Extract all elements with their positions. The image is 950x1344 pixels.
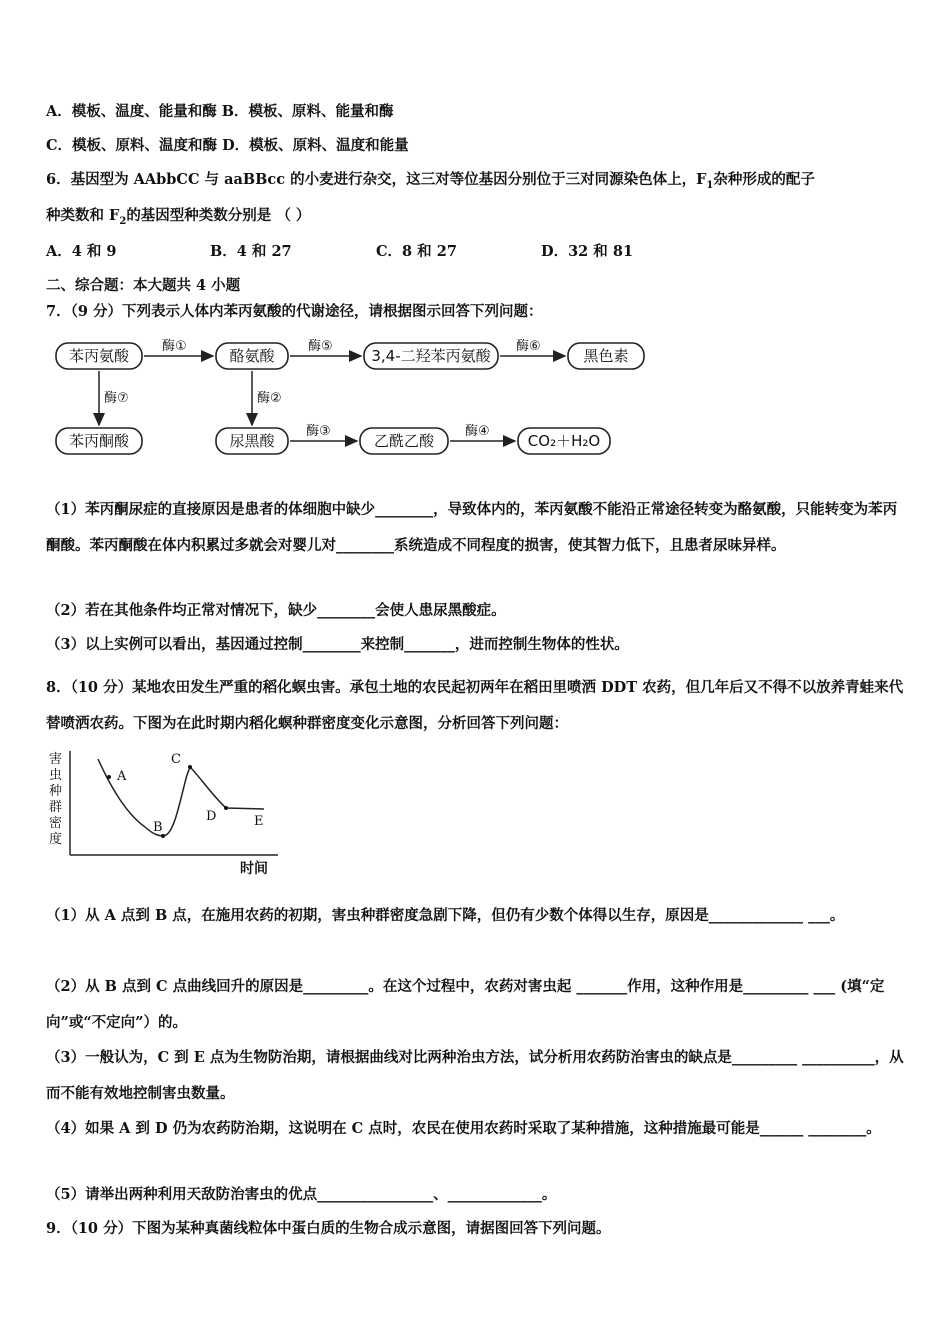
point-a	[107, 775, 111, 779]
point-a-label: A	[117, 769, 127, 784]
enzyme-7-label: 酶⑦	[104, 391, 129, 406]
box-melanin-label: 黑色素	[583, 347, 629, 365]
section-heading: 二、综合题：本大题共 4 小题	[46, 277, 241, 294]
box-acetoacetic-acid-label: 乙酰乙酸	[373, 432, 435, 450]
point-d-label: D	[206, 809, 217, 824]
graph-ylabel-char-3: 种	[49, 784, 63, 799]
graph-ylabel-char-6: 度	[49, 832, 63, 847]
q5-option-line-2: C．模板、原料、温度和酶 D．模板、原料、温度和能量	[46, 137, 409, 154]
enzyme-5-label: 酶⑤	[308, 339, 333, 354]
enzyme-4-label: 酶④	[465, 424, 490, 439]
graph-ylabel-char-4: 群	[49, 800, 63, 815]
q5-option-line-1: A．模板、温度、能量和酶 B．模板、原料、能量和酶	[46, 103, 394, 120]
box-co2-h2o-label: CO₂＋H₂O	[527, 432, 601, 450]
point-c-label: C	[171, 752, 181, 767]
q9-stem: 9．（10 分）下图为某种真菌线粒体中蛋白质的生物合成示意图，请据图回答下列问题。	[46, 1220, 611, 1237]
q8-part-1: （1）从 A 点到 B 点，在施用农药的初期，害虫种群密度急剧下降，但仍有少数个体得以生存，原因是_____________ ___。	[46, 907, 845, 924]
q7-stem: 7．（9 分）下列表示人体内苯丙氨酸的代谢途径，请根据图示回答下列问题：	[46, 303, 543, 320]
point-b-label: B	[153, 820, 163, 835]
q7-part-2: （2）若在其他条件均正常对情况下，缺少________会使人患尿黑酸症。	[46, 602, 506, 619]
q8-part-2: （2）从 B 点到 C 点曲线回升的原因是_________。在这个过程中，农药对害虫起 _______作用，这种作用是_________ ___ (填“定向”或“不定向”）的。	[46, 978, 885, 1031]
point-d	[224, 806, 228, 810]
population-density-graph	[40, 745, 290, 880]
graph-xlabel: 时间	[240, 861, 268, 877]
graph-ylabel-char-2: 虫	[49, 768, 63, 783]
q8-stem: 8．（10 分）某地农田发生严重的稻化螟虫害。承包土地的农民起初两年在稻田里喷洒 DDT 农药，但几年后又不得不以放养青蛙来代替喷洒农药。下图为在此时期内稻化螟种群密度变化示意图，分析回答下列问题：	[46, 679, 904, 732]
q6-option-b: B．4 和 27	[210, 243, 292, 260]
enzyme-2-label: 酶②	[257, 391, 282, 406]
q6-stem-line-2: 种类数和 $F_2$的基因型种类数分别是 （ ）	[46, 207, 311, 227]
box-tyrosine-label: 酪氨酸	[229, 347, 275, 365]
q8-part-4: （4）如果 A 到 D 仍为农药防治期，这说明在 C 点时，农民在使用农药时采取了某种措施，这种措施最可能是______ ________。	[46, 1120, 881, 1137]
q6-option-d: D．32 和 81	[541, 243, 634, 260]
point-c	[188, 765, 192, 769]
box-phenylalanine-label: 苯丙氨酸	[68, 347, 130, 365]
box-phenylpyruvate-label: 苯丙酮酸	[68, 432, 130, 450]
point-e-label: E	[254, 814, 264, 829]
q7-part-1: （1）苯丙酮尿症的直接原因是患者的体细胞中缺少________，导致体内的，苯丙氨酸不能沿正常途径转变为酪氨酸，只能转变为苯丙酮酸。苯丙酮酸在体内积累过多就会对婴儿对________系统造成不同程度的损害，使其智力低下，且患者尿味异样。	[46, 501, 898, 554]
graph-ylabel-char-1: 害	[49, 752, 63, 767]
q8-part-3: （3）一般认为，C 到 E 点为生物防治期，请根据曲线对比两种治虫方法，试分析用农药防治害虫的缺点是_________ __________，从而不能有效地控制害虫数量。	[46, 1049, 904, 1102]
box-dopa-label: 3,4-二羟苯丙氨酸	[371, 347, 491, 365]
q6-option-a: A．4 和 9	[46, 243, 117, 260]
enzyme-6-label: 酶⑥	[516, 339, 541, 354]
metabolic-pathway-diagram	[50, 335, 660, 465]
q6-option-c: C．8 和 27	[376, 243, 457, 260]
graph-ylabel-char-5: 密	[49, 816, 63, 831]
enzyme-3-label: 酶③	[306, 424, 331, 439]
box-homogentisic-acid-label: 尿黑酸	[229, 432, 275, 450]
q6-stem-line-1: 6．基因型为 AAbbCC 与 aaBBcc 的小麦进行杂交，这三对等位基因分别位于三对同源染色体上，$F_1$杂种形成的配子	[46, 171, 815, 191]
enzyme-1-label: 酶①	[162, 339, 187, 354]
q8-part-5: （5）请举出两种利用天敌防治害虫的优点________________、_____________。	[46, 1186, 557, 1203]
q7-part-3: （3）以上实例可以看出，基因通过控制________来控制_______，进而控制生物体的性状。	[46, 636, 629, 653]
